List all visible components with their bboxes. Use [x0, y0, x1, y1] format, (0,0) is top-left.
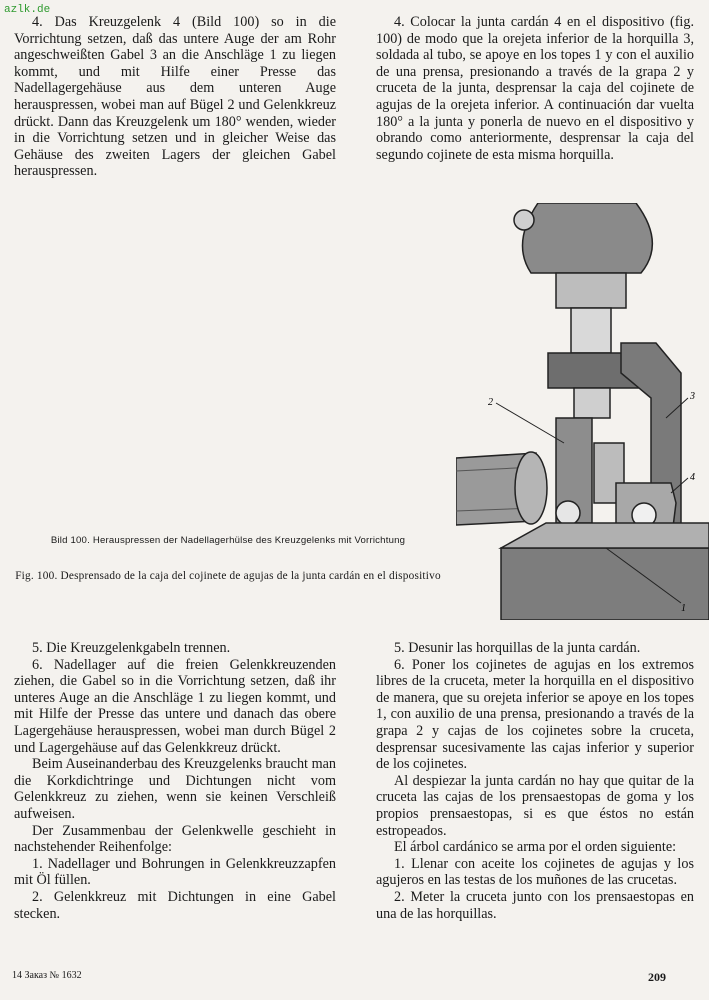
paragraph: 2. Gelenkkreuz mit Dichtungen in eine Gabel stecken. — [14, 888, 336, 922]
press-fixture-illustration — [456, 203, 709, 620]
german-text-top — [14, 14, 336, 180]
figure-caption-spanish: Fig. 100. Desprensado de la caja del cojinete de agujas de la junta cardán en el dispositivo — [15, 570, 441, 582]
figure-caption-german: Bild 100. Herauspressen der Nadellagerhülse des Kreuzgelenks mit Vorrichtung — [50, 535, 406, 546]
paragraph: 6. Nadellager auf die freien Gelenkkreuzenden ziehen, die Gabel so in die Vorrichtung setzen, daß ihr unteres Auge an die Anschläge 1 zu liegen kommt, und mit Hilfe der Presse das untere und danach das obere Lagergehäuse herauspressen, wobei man durch Bügel 2 und Lagergehäuse auf das Gelenkkreuz drückt. — [14, 656, 336, 756]
figure-label: 2 — [488, 397, 493, 408]
paragraph: 6. Poner los cojinetes de agujas en los extremos libres de la cruceta, meter la horquilla en el dispositivo de manera, que su orejeta inferior se apoye en los topes 1, con auxilio de una prensa, presionando a través de la grapa 2 y cajas de los cojinetes sobre la cruceta, desprensar sucesivamente las cajas inferior y superior de los cojinetes. — [376, 656, 694, 773]
page-number: 209 — [648, 970, 666, 984]
paragraph: 4. Colocar la junta cardán 4 en el dispositivo (fig. 100) de modo que la orejeta inferior de la horquilla 3, soldada al tubo, se apoye en los topes 1 y con el auxilio de una prensa, presionando a través de la grapa 2 y cruceta de la junta, desprensar la caja del cojinete de agujas de la orejeta inferior. A continuación dar vuelta 180° a la junta y ponerla de nuevo en el dispositivo y obrando como anteriormente, desprensar la caja del segundo cojinete de esta misma horquilla. — [376, 14, 694, 163]
figure-label: 1 — [681, 603, 686, 614]
spanish-text-bottom — [376, 640, 694, 922]
paragraph: 2. Meter la cruceta junto con los prensaestopas en una de las horquillas. — [376, 888, 694, 922]
print-order-footer: 14 Заказ № 1632 — [12, 970, 82, 981]
german-text-bottom — [14, 640, 336, 922]
watermark: azlk.de — [4, 4, 51, 16]
paragraph: 4. Das Kreuzgelenk 4 (Bild 100) so in die Vorrichtung setzen, daß das untere Auge der am Rohr angeschweißten Gabel 3 an die Anschläge 1 zu liegen kommt, und mit Hilfe einer Presse das Nadellagergehäuse aus dem unteren Auge herauspressen, wobei man auf Bügel 2 und Gelenkkreuz drückt. Dann das Kreuzgelenk um 180° wenden, wieder in die Vorrichtung setzen und in gleicher Weise das Gehäuse des zweiten Lagers der gleichen Gabel herauspressen. — [14, 14, 336, 180]
paragraph: 5. Desunir las horquillas de la junta cardán. — [394, 640, 641, 656]
figure-label: 3 — [690, 391, 695, 402]
figure-label: 4 — [690, 472, 695, 483]
paragraph: Beim Auseinanderbau des Kreuzgelenks braucht man die Korkdichtringe und Dichtungen nicht vom Gelenkkreuz zu ziehen, wenn sie keinen Verschleiß aufweisen. — [14, 756, 336, 822]
paragraph: El árbol cardánico se arma por el orden siguiente: — [394, 839, 677, 856]
spanish-text-top — [376, 14, 694, 163]
paragraph: 5. Die Kreuzgelenkgabeln trennen. — [32, 640, 231, 656]
paragraph: 1. Nadellager und Bohrungen in Gelenkkreuzzapfen mit Öl füllen. — [14, 855, 336, 889]
paragraph: Al despiezar la junta cardán no hay que quitar de la cruceta las cajas de los prensaestopas de goma y los propios prensaestopas, si es que éstos no están estropeados. — [376, 772, 694, 839]
paragraph: 1. Llenar con aceite los cojinetes de agujas y los agujeros en las testas de los muñones de las crucetas. — [376, 855, 694, 889]
paragraph: Der Zusammenbau der Gelenkwelle geschieht in nachstehender Reihenfolge: — [14, 822, 336, 856]
